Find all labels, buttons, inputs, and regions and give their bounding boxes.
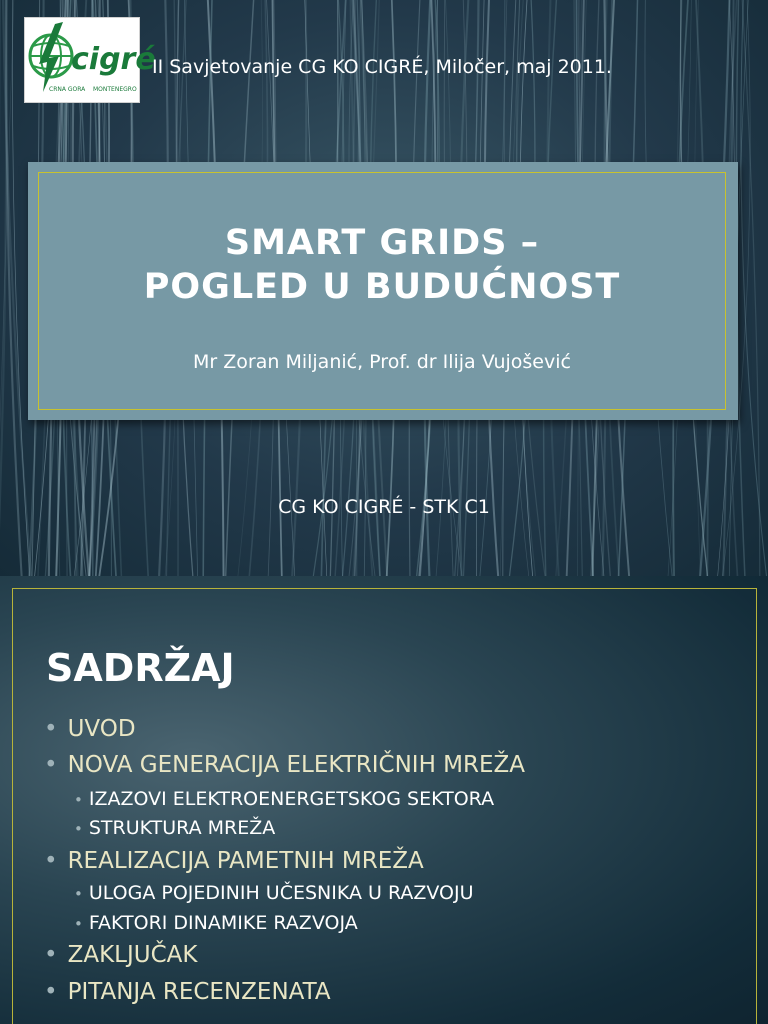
contents-item-text: IZAZOVI ELEKTROENERGETSKOG SEKTORA: [88, 788, 495, 810]
slide-footer: CG KO CIGRÉ - STK C1: [278, 496, 490, 518]
logo-brand: cigré: [71, 42, 156, 77]
logo-line-right: MONTENEGRO: [93, 86, 137, 93]
bullet-icon: •: [74, 915, 83, 933]
title-line-1: SMART GRIDS –: [224, 223, 540, 263]
bullet-icon: •: [44, 942, 58, 968]
contents-item: [44, 716, 136, 742]
contents-slide: [0, 576, 768, 1024]
title-box-border: [38, 172, 726, 410]
bullet-icon: •: [44, 979, 58, 1005]
contents-item-text: ULOGA POJEDINIH UČESNIKA U RAZVOJU: [88, 882, 474, 904]
contents-item: [44, 848, 424, 874]
contents-item-text: REALIZACIJA PAMETNIH MREŽA: [67, 848, 424, 874]
contents-subitem: [74, 817, 275, 839]
contents-subitem: [74, 882, 474, 904]
bullet-icon: •: [74, 820, 83, 838]
title-box: [28, 162, 738, 420]
bullet-icon: •: [44, 752, 58, 778]
authors: Mr Zoran Miljanić, Prof. dr Ilija Vujošević: [193, 351, 571, 373]
contents-subitem: [74, 788, 494, 810]
contents-item: [44, 942, 197, 968]
cigre-logo: [24, 17, 156, 103]
contents-item-text: PITANJA RECENZENATA: [67, 979, 331, 1005]
contents-item: [44, 979, 331, 1005]
title-line-2: POGLED U BUDUĆNOST: [143, 267, 621, 307]
contents-item: [44, 752, 525, 778]
contents-subitem: [74, 912, 358, 934]
conference-header: II Savjetovanje CG KO CIGRÉ, Miločer, maj 2011.: [152, 56, 612, 78]
contents-item-text: NOVA GENERACIJA ELEKTRIČNIH MREŽA: [67, 752, 526, 778]
contents-title: SADRŽAJ: [46, 646, 235, 690]
bullet-icon: •: [44, 848, 58, 874]
background-line: [6, 0, 22, 576]
bullet-icon: •: [74, 885, 83, 903]
background-line: [741, 0, 767, 576]
logo-line-left: CRNA GORA: [49, 86, 86, 93]
bullet-icon: •: [44, 716, 58, 742]
contents-item-text: UVOD: [67, 716, 136, 742]
contents-item-text: FAKTORI DINAMIKE RAZVOJA: [88, 912, 358, 934]
bullet-icon: •: [74, 791, 83, 809]
contents-item-text: STRUKTURA MREŽA: [88, 817, 276, 839]
contents-item-text: ZAKLJUČAK: [67, 942, 198, 968]
